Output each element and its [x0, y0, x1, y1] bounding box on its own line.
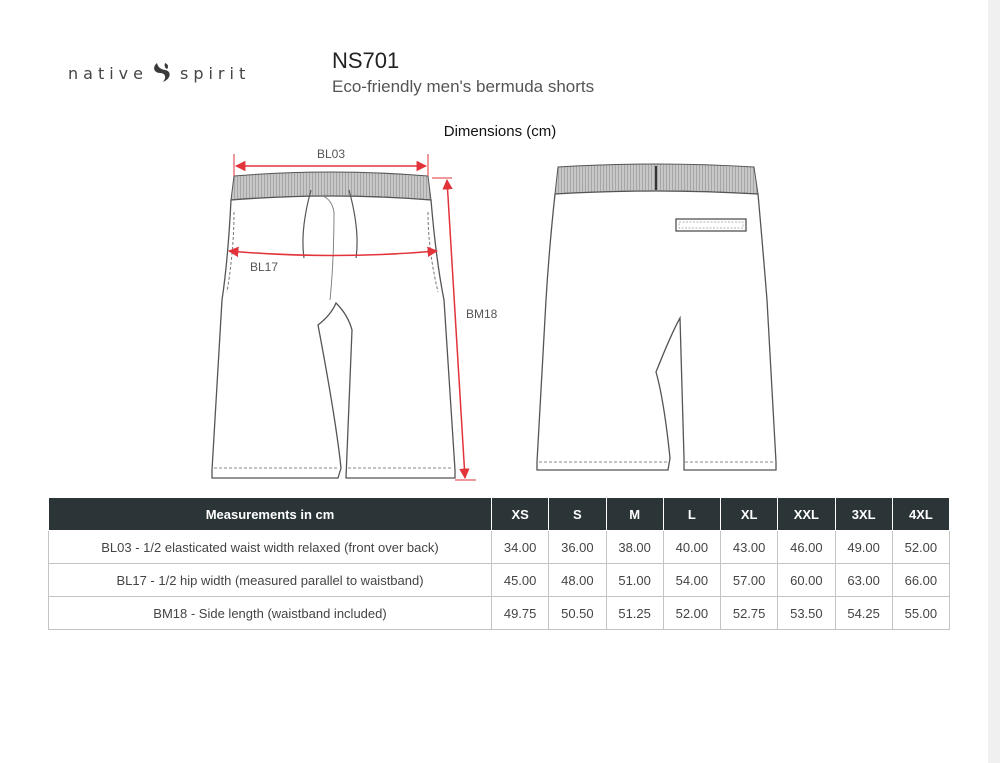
brand-logo [68, 60, 250, 86]
product-name: Eco-friendly men's bermuda shorts [332, 77, 595, 96]
cell-value: 54.00 [663, 564, 720, 597]
header-size: XS [492, 498, 549, 531]
header-measurement: Measurements in cm [49, 498, 492, 531]
cell-value: 45.00 [492, 564, 549, 597]
cell-value: 40.00 [663, 531, 720, 564]
table-header-row [49, 498, 950, 531]
cell-value: 36.00 [549, 531, 606, 564]
cell-value: 52.00 [663, 597, 720, 630]
measurements-table [48, 497, 950, 630]
shorts-back-view [537, 164, 776, 470]
label-bm18: BM18 [466, 307, 498, 321]
cell-value: 55.00 [892, 597, 949, 630]
cell-value: 38.00 [606, 531, 663, 564]
cell-value: 60.00 [778, 564, 835, 597]
row-label: BL17 - 1/2 hip width (measured parallel to waistband) [49, 564, 492, 597]
brand-word-right: spirit [179, 63, 251, 83]
cell-value: 34.00 [492, 531, 549, 564]
table-row [49, 564, 950, 597]
header-size: S [549, 498, 606, 531]
label-bl03: BL03 [316, 147, 346, 161]
cell-value: 49.00 [835, 531, 892, 564]
brand-word-left: native [68, 63, 148, 83]
leaf-swirl-icon [150, 60, 176, 86]
header-size: 4XL [892, 498, 949, 531]
cell-value: 63.00 [835, 564, 892, 597]
row-label: BM18 - Side length (waistband included) [49, 597, 492, 630]
table-row [49, 597, 950, 630]
header-size: 3XL [835, 498, 892, 531]
label-bl17: BL17 [250, 260, 279, 274]
header-size: XL [721, 498, 778, 531]
cell-value: 66.00 [892, 564, 949, 597]
cell-value: 43.00 [721, 531, 778, 564]
header-size: L [663, 498, 720, 531]
cell-value: 52.75 [721, 597, 778, 630]
cell-value: 52.00 [892, 531, 949, 564]
cell-value: 49.75 [492, 597, 549, 630]
header-size: M [606, 498, 663, 531]
cell-value: 51.25 [606, 597, 663, 630]
cell-value: 50.50 [549, 597, 606, 630]
header-size: XXL [778, 498, 835, 531]
cell-value: 48.00 [549, 564, 606, 597]
product-code: NS701 [332, 48, 400, 73]
cell-value: 51.00 [606, 564, 663, 597]
row-label: BL03 - 1/2 elasticated waist width relaxed (front over back) [49, 531, 492, 564]
table-row [49, 531, 950, 564]
dimensions-title: Dimensions (cm) [443, 123, 557, 140]
cell-value: 54.25 [835, 597, 892, 630]
cell-value: 57.00 [721, 564, 778, 597]
shorts-front-view [212, 172, 455, 478]
cell-value: 46.00 [778, 531, 835, 564]
technical-drawing [0, 140, 1000, 490]
cell-value: 53.50 [778, 597, 835, 630]
